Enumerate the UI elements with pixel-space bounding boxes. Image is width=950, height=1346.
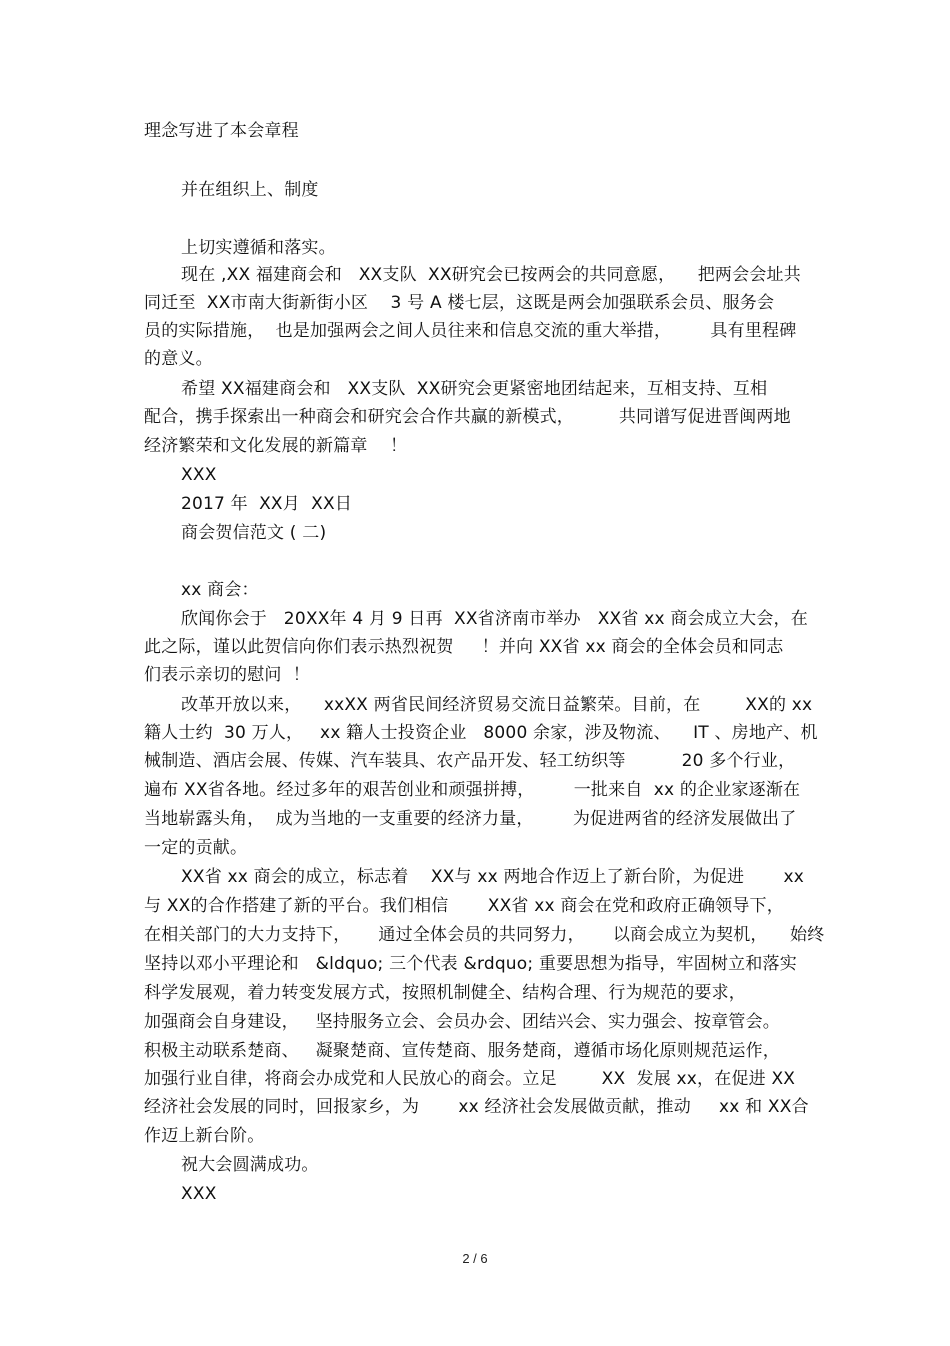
body-line: 作迈上新台阶。 xyxy=(144,1126,265,1146)
body-line: 在相关部门的大力支持下， 通过全体会员的共同努力， 以商会成立为契机， 始终 xyxy=(144,925,825,945)
body-line: XX省 xx 商会的成立，标志着 XX与 xx 两地合作迈上了新台阶，为促进 xx xyxy=(181,867,805,887)
page-number: 2 / 6 xyxy=(462,1251,488,1266)
body-line: 此之际，谨以此贺信向你们表示热烈祝贺 ！并向 XX省 xx 商会的全体会员和同志 xyxy=(144,637,784,657)
body-line: 一定的贡献。 xyxy=(144,838,248,858)
closing-wish: 祝大会圆满成功。 xyxy=(181,1155,319,1175)
signature: XXX xyxy=(181,465,217,485)
body-line: 并在组织上、制度 xyxy=(181,180,319,200)
body-line: 械制造、酒店会展、传媒、汽车装具、农产品开发、轻工纺织等 20 多个行业， xyxy=(144,751,796,771)
date-line: 2017 年 XX月 XX日 xyxy=(181,494,353,514)
section-title: 商会贺信范文 ( 二) xyxy=(181,523,327,543)
body-line: 积极主动联系楚商、 凝聚楚商、宣传楚商、服务楚商，遵循市场化原则规范运作， xyxy=(144,1041,781,1061)
salutation: xx 商会： xyxy=(181,580,259,600)
body-line: 同迁至 XX市南大街新街小区 3 号 A 楼七层，这既是两会加强联系会员、服务会 xyxy=(144,293,775,313)
body-line: 改革开放以来， xxXX 两省民间经济贸易交流日益繁荣。目前，在 XX的 xx xyxy=(181,695,813,715)
body-line: 现在 ,XX 福建商会和 XX支队 XX研究会已按两会的共同意愿， 把两会会址共 xyxy=(181,265,801,285)
body-line: 遍布 XX省各地。经过多年的艰苦创业和顽强拼搏， 一批来自 xx 的企业家逐渐在 xyxy=(144,780,801,800)
body-line: 与 XX的合作搭建了新的平台。我们相信 XX省 xx 商会在党和政府正确领导下， xyxy=(144,896,784,916)
body-line: 坚持以邓小平理论和 &ldquo; 三个代表 &rdquo; 重要思想为指导，牢固树立和落实 xyxy=(144,954,797,974)
body-line: 加强商会自身建设， 坚持服务立会、会员办会、团结兴会、实力强会、按章管会。 xyxy=(144,1012,781,1032)
body-line: 经济繁荣和文化发展的新篇章 ！ xyxy=(144,436,408,456)
body-line: 科学发展观，着力转变发展方式，按照机制健全、结构合理、行为规范的要求， xyxy=(144,983,746,1003)
body-line: 们表示亲切的慰问 ！ xyxy=(144,665,311,685)
body-line: 加强行业自律，将商会办成党和人民放心的商会。立足 XX 发展 xx，在促进 XX xyxy=(144,1069,796,1089)
signature: XXX xyxy=(181,1184,217,1204)
body-line: 希望 XX福建商会和 XX支队 XX研究会更紧密地团结起来，互相支持、互相 xyxy=(181,379,768,399)
body-line: 配合，携手探索出一种商会和研究会合作共赢的新模式， 共同谱写促进晋闽两地 xyxy=(144,407,791,427)
body-line: 理念写进了本会章程 xyxy=(144,121,299,141)
body-line: 上切实遵循和落实。 xyxy=(181,238,336,258)
body-line: 当地崭露头角， 成为当地的一支重要的经济力量， 为促进两省的经济发展做出了 xyxy=(144,809,797,829)
body-line: 经济社会发展的同时，回报家乡，为 xx 经济社会发展做贡献，推动 xx 和 XX合 xyxy=(144,1097,809,1117)
body-line: 员的实际措施， 也是加强两会之间人员往来和信息交流的重大举措， 具有里程碑 xyxy=(144,321,797,341)
body-line: 的意义。 xyxy=(144,349,213,369)
body-line: 欣闻你会于 20XX年 4 月 9 日再 XX省济南市举办 XX省 xx 商会成立大会，在 xyxy=(181,609,808,629)
body-line: 籍人士约 30 万人， xx 籍人士投资企业 8000 余家，涉及物流、 IT 、房地产、机 xyxy=(144,723,818,743)
